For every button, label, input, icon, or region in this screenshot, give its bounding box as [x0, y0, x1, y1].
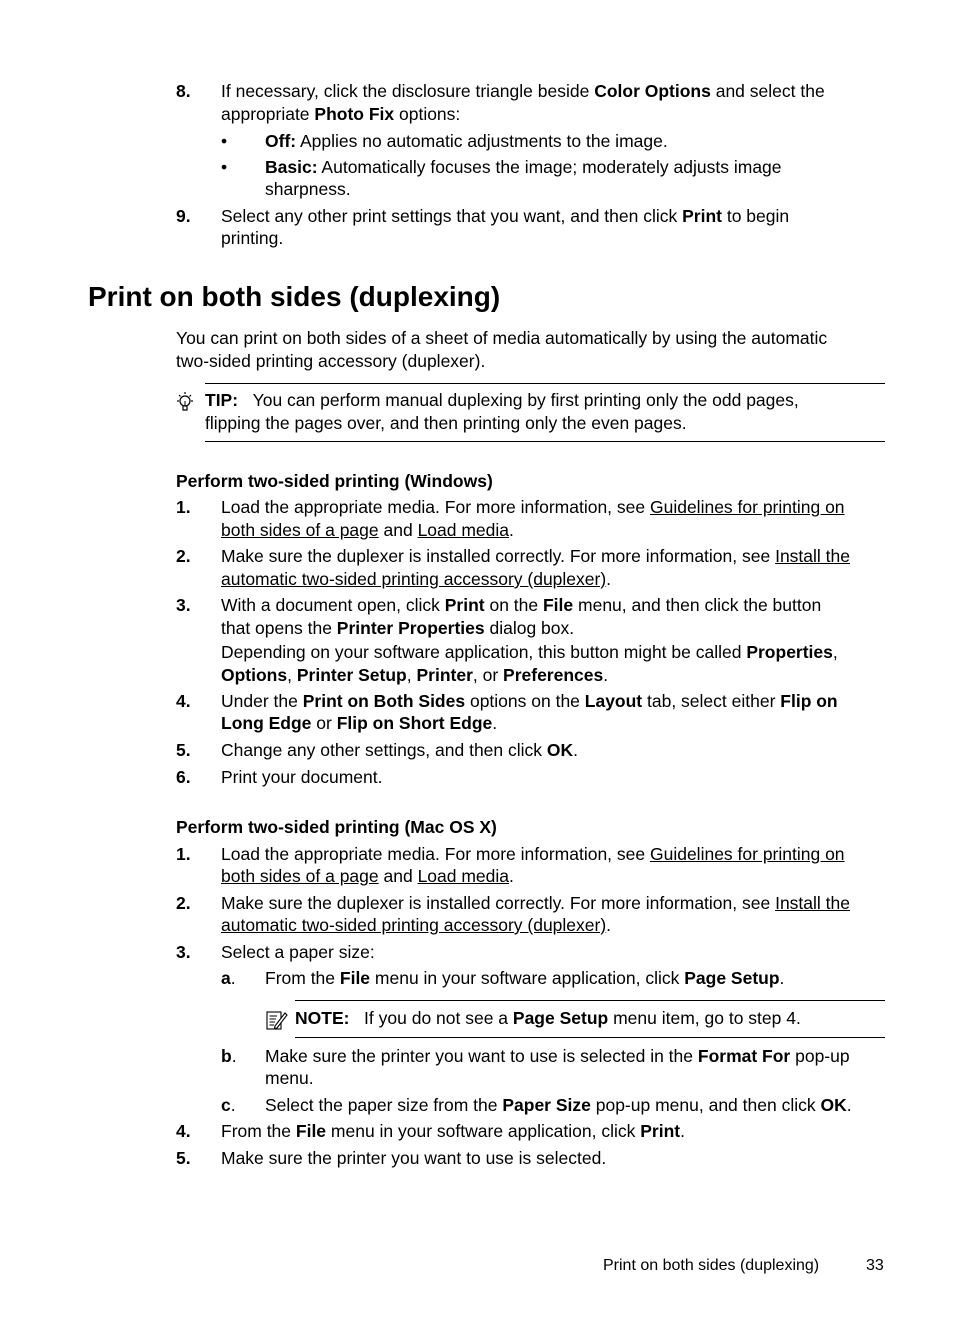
mac-step-5-text: Make sure the printer you want to use is selected.	[221, 1148, 607, 1168]
load-media-link[interactable]: Load media	[417, 520, 510, 540]
win-step-5-text: Change any other settings, and then click OK.	[221, 740, 579, 760]
win-step-1-text-cont: both sides of a page and Load media.	[221, 520, 514, 540]
install-duplexer-link[interactable]: automatic two-sided printing accessory (duplexer)	[221, 915, 607, 935]
bullet-basic: Basic: Automatically focuses the image; moderately adjusts image	[265, 157, 782, 177]
intro-text-cont: two-sided printing accessory (duplexer).	[176, 351, 486, 371]
step-8-text: If necessary, click the disclosure triangle beside Color Options and select the	[221, 81, 825, 101]
mac-step-3-number: 3.	[176, 942, 191, 962]
win-step-3-text-cont: that opens the Printer Properties dialog box.	[221, 618, 575, 638]
win-step-3-text: With a document open, click Print on the File menu, and then click the button	[221, 595, 822, 615]
mac-step-5-number: 5.	[176, 1148, 191, 1168]
mac-substep-b-text: Make sure the printer you want to use is selected in the Format For pop-up	[265, 1046, 850, 1066]
mac-step-2-number: 2.	[176, 893, 191, 913]
windows-subheading: Perform two-sided printing (Windows)	[176, 471, 493, 491]
guidelines-link[interactable]: both sides of a page	[221, 866, 379, 886]
bullet-mark: •	[221, 157, 228, 177]
lightbulb-icon	[174, 391, 196, 415]
install-duplexer-link[interactable]: Install the	[775, 546, 850, 566]
mac-step-2-text-cont: automatic two-sided printing accessory (duplexer).	[221, 915, 612, 935]
step-9-number: 9.	[176, 206, 191, 226]
mac-step-4-text: From the File menu in your software application, click Print.	[221, 1121, 685, 1141]
win-step-4-text: Under the Print on Both Sides options on the Layout tab, select either Flip on	[221, 691, 838, 711]
note-bottom-rule	[295, 1037, 885, 1038]
guidelines-link[interactable]: both sides of a page	[221, 520, 379, 540]
guidelines-link[interactable]: Guidelines for printing on	[649, 497, 845, 517]
bullet-off: Off: Applies no automatic adjustments to the image.	[265, 131, 668, 151]
win-step-1-text: Load the appropriate media. For more information, see Guidelines for printing on	[221, 497, 845, 517]
note-top-rule	[295, 1000, 885, 1001]
mac-step-1-text-cont: both sides of a page and Load media.	[221, 866, 514, 886]
win-step-3-text-cont: Depending on your software application, this button might be called Properties,	[221, 642, 838, 662]
mac-step-1-number: 1.	[176, 844, 191, 864]
mac-step-1-text: Load the appropriate media. For more information, see Guidelines for printing on	[221, 844, 845, 864]
step-9-text-cont: printing.	[221, 228, 284, 248]
guidelines-link[interactable]: Guidelines for printing on	[649, 844, 845, 864]
page-number: 33	[866, 1257, 884, 1274]
bullet-mark: •	[221, 131, 228, 151]
note-text: NOTE: If you do not see a Page Setup menu item, go to step 4.	[295, 1008, 801, 1028]
mac-subheading: Perform two-sided printing (Mac OS X)	[176, 817, 497, 837]
win-step-2-text: Make sure the duplexer is installed correctly. For more information, see Install the	[221, 546, 850, 566]
mac-substep-a-text: From the File menu in your software application, click Page Setup.	[265, 968, 785, 988]
mac-step-2-text: Make sure the duplexer is installed correctly. For more information, see Install the	[221, 893, 850, 913]
step-8-text-cont: appropriate Photo Fix options:	[221, 104, 461, 124]
win-step-5-number: 5.	[176, 740, 191, 760]
mac-substep-a-letter: a.	[221, 968, 236, 988]
win-step-3-text-cont: Options, Printer Setup, Printer, or Preferences.	[221, 665, 609, 685]
bullet-basic-cont: sharpness.	[265, 179, 351, 199]
mac-substep-c-text: Select the paper size from the Paper Size pop-up menu, and then click OK.	[265, 1095, 852, 1115]
note-pencil-icon	[265, 1008, 289, 1032]
win-step-6-text: Print your document.	[221, 767, 383, 787]
win-step-1-number: 1.	[176, 497, 191, 517]
tip-top-rule	[205, 383, 885, 384]
mac-step-3-text: Select a paper size:	[221, 942, 375, 962]
mac-substep-c-letter: c.	[221, 1095, 236, 1115]
win-step-4-number: 4.	[176, 691, 191, 711]
mac-step-4-number: 4.	[176, 1121, 191, 1141]
step-9-text: Select any other print settings that you want, and then click Print to begin	[221, 206, 790, 226]
install-duplexer-link[interactable]: Install the	[775, 893, 850, 913]
tip-text-cont: flipping the pages over, and then printing only the even pages.	[205, 413, 687, 433]
win-step-4-text-cont: Long Edge or Flip on Short Edge.	[221, 713, 498, 733]
win-step-3-number: 3.	[176, 595, 191, 615]
step-8-number: 8.	[176, 81, 191, 101]
tip-text: TIP: You can perform manual duplexing by first printing only the odd pages,	[205, 390, 799, 410]
win-step-2-number: 2.	[176, 546, 191, 566]
win-step-6-number: 6.	[176, 767, 191, 787]
mac-substep-b-text-cont: menu.	[265, 1068, 314, 1088]
install-duplexer-link[interactable]: automatic two-sided printing accessory (duplexer)	[221, 569, 607, 589]
win-step-2-text-cont: automatic two-sided printing accessory (duplexer).	[221, 569, 612, 589]
section-heading: Print on both sides (duplexing)	[88, 281, 501, 312]
load-media-link[interactable]: Load media	[417, 866, 510, 886]
intro-text: You can print on both sides of a sheet of media automatically by using the automatic	[176, 328, 828, 348]
mac-substep-b-letter: b.	[221, 1046, 237, 1066]
tip-bottom-rule	[205, 441, 885, 442]
footer-title: Print on both sides (duplexing)	[603, 1257, 820, 1274]
